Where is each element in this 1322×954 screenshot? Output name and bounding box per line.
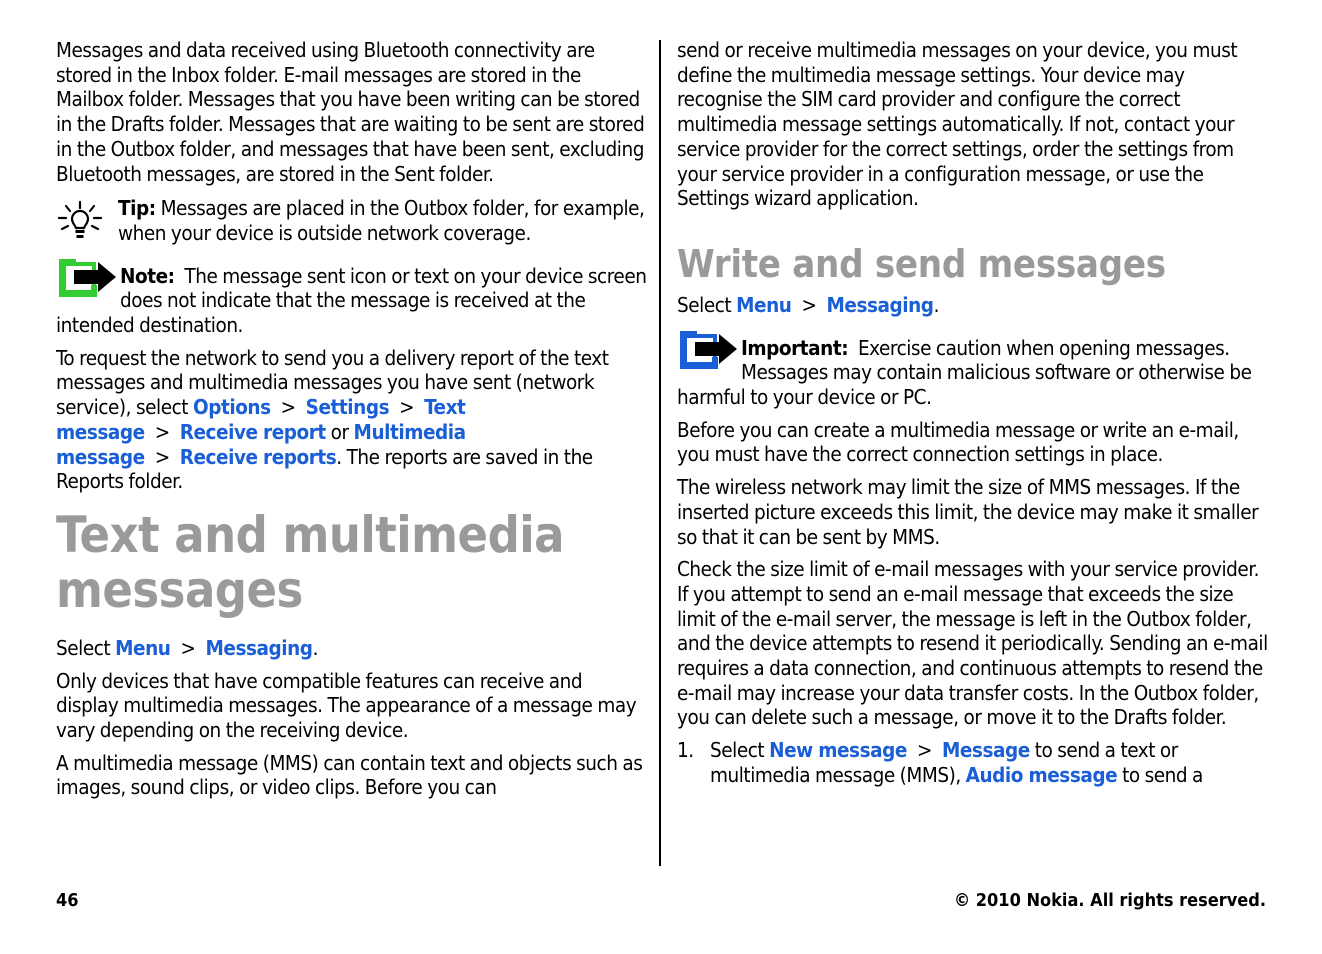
paragraph-delivery-report: To request the network to send you a delivery report of the text messages and multimedia messages you have sent (network service), select Options > Settings > Text message > Receive report or Multimedia message > Receive reports. The reports are saved in the Reports folder. [56,345,609,494]
paragraph-compatible-devices: Only devices that have compatible features can receive and display multimedia messages. The appearance of a message may vary depending on the receiving device. [56,668,637,743]
note-label: Note: [120,263,175,288]
list-item: 1. Select New message > Message to send a text or multimedia message (MMS), Audio message to send a [677,738,1203,787]
link-new-message[interactable]: New message [769,738,907,763]
left-column [56,38,648,808]
important-text: Exercise caution when opening messages. Messages may contain malicious software or otherwise be harmful to your device or PC. [677,335,1252,410]
paragraph-email-limit: Check the size limit of e-mail messages with your service provider. If you attempt to send an e-mail message that exceeds the size limit of the e-mail server, the message is left in the Outbox folder, and the device attempts to resend it periodically. Sending an e-mail requires a data connection, and continuous attempts to resend the e-mail may increase your data transfer costs. In the Outbox folder, you can delete such a message, or move it to the Drafts folder. [677,557,1268,730]
link-messaging-2[interactable]: Messaging [826,292,934,317]
paragraph-folders: Messages and data received using Bluetooth connectivity are stored in the Inbox folder. E-mail messages are stored in the Mailbox folder. Messages that you have been writing can be stored in the Drafts folder. Messages that are waiting to be sent are stored in the Outbox folder, and messages that have been sent, excluding Bluetooth messages, are stored in the Sent folder. [56,38,645,186]
link-menu[interactable]: Menu [115,635,171,660]
lightbulb-tip-icon [56,200,104,242]
important-icon [677,328,739,372]
tip-box [56,196,648,245]
paragraph-mms-settings: send or receive multimedia messages on your device, you must define the multimedia message settings. Your device may recognise the SIM card provider and configure the correct multimedia message settings automatically. If not, contact your service provider for the correct settings, order the settings from your service provider in a configuration message, or use the Settings wizard application. [677,38,1238,211]
link-options[interactable]: Options [192,395,271,420]
link-receive-report[interactable]: Receive report [179,419,326,444]
link-menu-2[interactable]: Menu [736,292,792,317]
paragraph-mms-contents: A multimedia message (MMS) can contain text and objects such as images, sound clips, or video clips. Before you can [56,750,643,800]
link-receive-reports[interactable]: Receive reports [179,444,337,469]
note-icon [56,256,118,300]
page-number: 46 [56,890,79,911]
link-message[interactable]: Message [941,738,1030,763]
note-paragraph [56,264,648,338]
tip-label: Tip: [118,196,156,221]
link-audio-message[interactable]: Audio message [965,762,1118,787]
note-text: The message sent icon or text on your device screen does not indicate that the message is received at the intended destination. [56,263,647,338]
column-divider [659,40,661,866]
link-text-message[interactable]: Text message [56,395,466,444]
paragraph-connection-settings: Before you can create a multimedia message or write an e-mail, you must have the correct connection settings in place. [677,417,1239,467]
important-paragraph [677,336,1269,410]
section-heading-text-multimedia: Text and multimedia messages [56,505,565,619]
steps-list [677,738,1269,787]
tip-text: Messages are placed in the Outbox folder, for example, when your device is outside network coverage. [118,196,645,245]
link-messaging[interactable]: Messaging [205,635,313,660]
link-settings[interactable]: Settings [305,395,390,420]
paragraph-wireless-limit: The wireless network may limit the size of MMS messages. If the inserted picture exceeds this limit, the device may make it smaller so that it can be sent by MMS. [677,475,1259,549]
select-menu-line-2: Select Menu > Messaging. [677,292,939,317]
copyright-notice: © 2010 Nokia. All rights reserved. [953,890,1266,911]
right-column [677,38,1269,788]
section-heading-write-send: Write and send messages [677,241,1166,286]
select-menu-line: Select Menu > Messaging. [56,635,318,660]
important-label: Important: [741,335,849,360]
link-multimedia-message[interactable]: Multimedia message [56,419,466,469]
